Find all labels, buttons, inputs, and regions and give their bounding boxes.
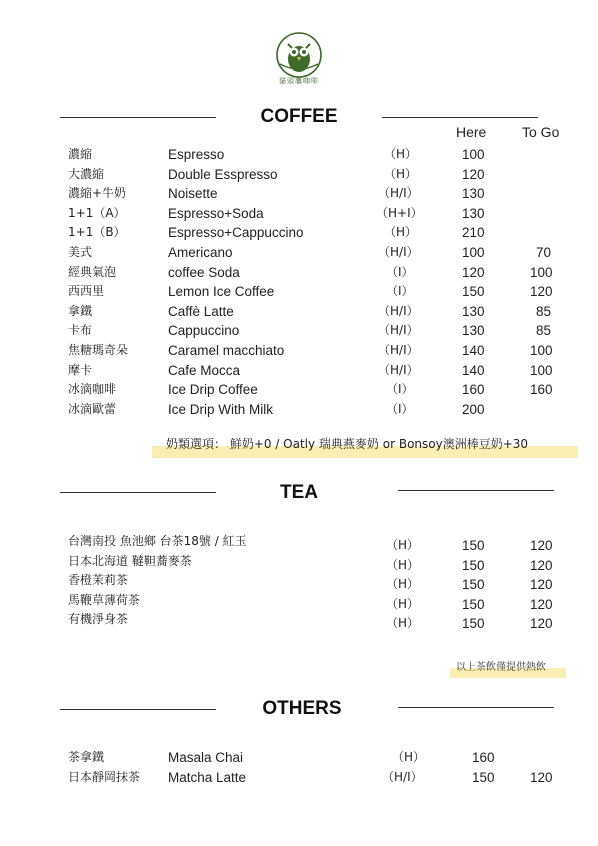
coffee-item bbox=[0, 400, 598, 420]
tea-rule-left bbox=[60, 492, 216, 493]
item-en: Double Esspresso bbox=[168, 166, 278, 182]
item-type: （I） bbox=[386, 284, 414, 299]
item-en: Espresso bbox=[168, 147, 225, 162]
item-type: （H） bbox=[392, 750, 426, 764]
item-type: （H/I） bbox=[378, 323, 419, 338]
tea-item bbox=[0, 571, 598, 591]
item-en: Lemon Ice Coffee bbox=[168, 284, 275, 300]
item-price-togo: 160 bbox=[530, 382, 553, 398]
item-name: 馬鞭草薄荷茶 bbox=[68, 592, 141, 607]
tea-item bbox=[0, 532, 598, 552]
item-en: Ice Drip With Milk bbox=[168, 401, 274, 417]
item-type: （H/I） bbox=[378, 343, 419, 357]
others-rule-left bbox=[60, 709, 216, 710]
item-zh: 美式 bbox=[68, 245, 93, 259]
tea-rule-right bbox=[398, 490, 554, 491]
item-price-togo: 100 bbox=[530, 343, 553, 358]
others-item bbox=[0, 768, 598, 788]
item-type: （H/I） bbox=[382, 769, 423, 784]
item-en: Caffè Latte bbox=[168, 303, 234, 319]
item-price-togo: 70 bbox=[536, 245, 552, 260]
item-zh: 摩卡 bbox=[68, 362, 93, 377]
item-price-togo: 120 bbox=[530, 284, 553, 300]
logo-text: 貓頭鷹咖啡 bbox=[279, 77, 319, 85]
item-price-here: 150 bbox=[462, 284, 485, 300]
item-zh: 日本靜岡抹茶 bbox=[68, 769, 141, 784]
coffee-item bbox=[0, 184, 598, 204]
item-price-togo: 120 bbox=[530, 538, 553, 553]
item-en: Ice Drip Coffee bbox=[168, 382, 258, 398]
item-zh: 卡布 bbox=[68, 323, 93, 338]
item-price-here: 130 bbox=[462, 205, 485, 221]
milk-options-note: 奶類選項： 鮮奶+0 / Oatly 瑞典燕麥奶 or Bonsoy澳洲棒豆奶+30 bbox=[166, 437, 529, 451]
item-type: （H+I） bbox=[376, 205, 423, 220]
item-zh: 大濃縮 bbox=[68, 166, 105, 181]
item-type: （H） bbox=[384, 225, 418, 240]
item-price-togo: 100 bbox=[530, 264, 553, 280]
item-price-here: 150 bbox=[472, 769, 495, 785]
item-type: （I） bbox=[386, 264, 414, 279]
item-price-togo: 120 bbox=[530, 769, 553, 785]
item-price-here: 130 bbox=[462, 186, 485, 202]
item-en: Espresso+Soda bbox=[168, 205, 264, 221]
tea-hot-only-note: 以上茶飲僅提供熱飲 bbox=[456, 662, 546, 673]
item-en: Cafe Mocca bbox=[168, 362, 241, 378]
coffee-item bbox=[0, 145, 598, 165]
item-price-here: 160 bbox=[472, 750, 495, 765]
coffee-item bbox=[0, 361, 598, 381]
item-zh: 1+1（A） bbox=[68, 205, 126, 220]
others-rule-right bbox=[398, 707, 554, 708]
item-price-togo: 120 bbox=[530, 577, 553, 593]
tea-title: TEA bbox=[280, 482, 318, 503]
item-name: 有機淨身茶 bbox=[68, 612, 129, 627]
item-price-here: 150 bbox=[462, 616, 485, 632]
item-price-here: 200 bbox=[462, 401, 485, 417]
item-type: （H/I） bbox=[378, 245, 419, 259]
item-price-here: 150 bbox=[462, 577, 485, 593]
coffee-rule-left bbox=[60, 117, 216, 118]
others-title: OTHERS bbox=[262, 698, 342, 719]
item-type: （I） bbox=[386, 382, 414, 397]
coffee-rule-right bbox=[382, 117, 538, 118]
item-price-here: 130 bbox=[462, 323, 485, 339]
item-en: Noisette bbox=[168, 186, 218, 202]
item-type: （H/I） bbox=[378, 186, 419, 201]
item-type: （H） bbox=[384, 147, 418, 161]
coffee-item bbox=[0, 321, 598, 341]
item-price-togo: 120 bbox=[530, 557, 553, 573]
item-type: （I） bbox=[386, 401, 414, 416]
item-price-here: 100 bbox=[462, 245, 485, 260]
item-en: Matcha Latte bbox=[168, 769, 247, 785]
tea-item bbox=[0, 552, 598, 572]
item-price-here: 140 bbox=[462, 362, 485, 378]
item-type: （H） bbox=[386, 538, 420, 552]
item-price-togo: 120 bbox=[530, 616, 553, 632]
others-item bbox=[0, 748, 598, 768]
item-en: Caramel macchiato bbox=[168, 343, 285, 358]
coffee-item bbox=[0, 165, 598, 185]
item-type: （H） bbox=[384, 166, 418, 181]
item-price-here: 130 bbox=[462, 303, 485, 319]
item-price-here: 120 bbox=[462, 264, 485, 280]
item-zh: 濃縮 bbox=[68, 147, 93, 161]
coffee-item bbox=[0, 243, 598, 263]
item-price-here: 150 bbox=[462, 557, 485, 573]
coffee-item bbox=[0, 341, 598, 361]
item-en: Cappuccino bbox=[168, 323, 240, 339]
item-zh: 濃縮+牛奶 bbox=[68, 186, 127, 201]
item-en: Masala Chai bbox=[168, 750, 244, 765]
tea-item bbox=[0, 610, 598, 630]
item-price-here: 140 bbox=[462, 343, 485, 358]
item-price-togo: 85 bbox=[536, 323, 552, 339]
coffee-item bbox=[0, 380, 598, 400]
item-price-here: 120 bbox=[462, 166, 485, 182]
item-zh: 焦糖瑪奇朵 bbox=[68, 343, 129, 357]
item-price-here: 150 bbox=[462, 596, 485, 612]
item-price-togo: 100 bbox=[530, 362, 553, 378]
item-zh: 茶拿鐵 bbox=[68, 750, 105, 764]
item-price-here: 160 bbox=[462, 382, 485, 398]
coffee-item bbox=[0, 302, 598, 322]
item-zh: 1+1（B） bbox=[68, 225, 126, 240]
coffee-title: COFFEE bbox=[260, 106, 338, 127]
coffee-item bbox=[0, 282, 598, 302]
item-type: （H） bbox=[386, 596, 420, 611]
item-type: （H/I） bbox=[378, 303, 419, 318]
item-type: （H） bbox=[386, 557, 420, 572]
coffee-item bbox=[0, 263, 598, 283]
item-en: coffee Soda bbox=[168, 264, 240, 280]
coffee-item bbox=[0, 204, 598, 224]
item-zh: 冰滴咖啡 bbox=[68, 382, 117, 397]
tea-item bbox=[0, 591, 598, 611]
item-zh: 拿鐵 bbox=[68, 303, 93, 318]
item-name: 日本北海道 韃靼蕎麥茶 bbox=[68, 553, 192, 568]
item-type: （H） bbox=[386, 616, 420, 631]
item-en: Americano bbox=[168, 245, 233, 260]
item-name: 香橙茉莉茶 bbox=[68, 573, 129, 588]
item-price-here: 150 bbox=[462, 538, 485, 553]
item-type: （H/I） bbox=[378, 362, 419, 377]
item-zh: 西西里 bbox=[68, 284, 105, 299]
item-price-here: 210 bbox=[462, 225, 485, 241]
item-zh: 冰滴歐蕾 bbox=[68, 401, 117, 416]
item-zh: 經典氣泡 bbox=[68, 264, 117, 279]
item-price-togo: 85 bbox=[536, 303, 552, 319]
item-price-here: 100 bbox=[462, 147, 485, 162]
col-togo-header: To Go bbox=[522, 124, 560, 140]
col-here-header: Here bbox=[456, 124, 487, 140]
item-name: 台灣南投 魚池鄉 台茶18號 / 紅玉 bbox=[68, 534, 247, 548]
item-en: Espresso+Cappuccino bbox=[168, 225, 304, 241]
item-type: （H） bbox=[386, 577, 420, 592]
coffee-item bbox=[0, 223, 598, 243]
item-price-togo: 120 bbox=[530, 596, 553, 612]
